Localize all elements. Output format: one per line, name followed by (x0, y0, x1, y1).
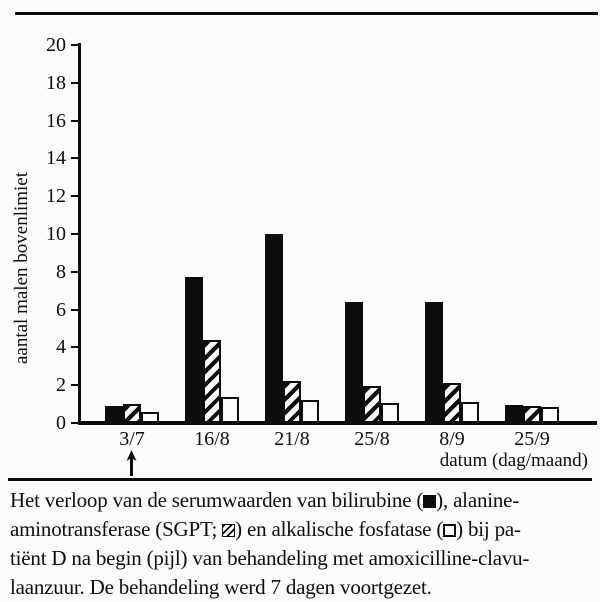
bar-sgpt (283, 381, 301, 423)
top-border-line (15, 12, 598, 15)
bar-sgpt (203, 340, 221, 423)
x-tick-label: 3/7 (119, 428, 145, 450)
x-axis-line (78, 421, 597, 425)
y-tick-mark (71, 309, 78, 311)
plot-area (80, 45, 595, 423)
x-axis-title: datum (dag/maand) (439, 450, 588, 471)
figure-caption (10, 486, 596, 602)
y-tick-label: 2 (56, 374, 66, 397)
hatched-square-icon (222, 524, 235, 537)
x-tick-label: 16/8 (194, 428, 230, 450)
bar-sgpt (363, 386, 381, 423)
caption-divider-line (8, 478, 592, 481)
bar-sgpt (443, 383, 461, 423)
bar-bilirubine (345, 302, 363, 423)
y-axis-title: aantal malen bovenlimiet (11, 171, 32, 365)
y-tick-label: 0 (56, 412, 66, 434)
bar-fosfatase (221, 397, 239, 423)
y-tick-label: 14 (46, 147, 66, 170)
y-tick-mark (71, 346, 78, 348)
y-tick-label: 12 (46, 185, 66, 208)
y-tick-label: 18 (46, 71, 66, 94)
caption-line: laanzuur. De behandeling werd 7 dagen voortgezet. (10, 575, 432, 599)
y-tick-mark (71, 384, 78, 386)
black-square-icon (423, 495, 436, 508)
x-tick-label: 21/8 (274, 428, 310, 450)
y-tick-mark (71, 422, 78, 424)
bar-bilirubine (265, 234, 283, 423)
x-tick-label: 25/9 (514, 428, 550, 450)
x-tick-label: 8/9 (439, 428, 465, 450)
y-tick-label: 8 (56, 260, 66, 283)
white-square-icon (443, 524, 456, 537)
bar-fosfatase (301, 400, 319, 423)
y-tick-label: 4 (56, 336, 66, 359)
y-tick-label: 10 (46, 223, 66, 245)
y-tick-mark (71, 157, 78, 159)
bar-bilirubine (185, 277, 203, 423)
bar-fosfatase (461, 402, 479, 423)
y-tick-mark (71, 44, 78, 46)
bar-bilirubine (425, 302, 443, 423)
caption-line: tiënt D na begin (pijl) van behandeling met amoxicilline-clavu- (10, 546, 530, 570)
y-tick-mark (71, 195, 78, 197)
y-tick-mark (71, 271, 78, 273)
y-tick-mark (71, 233, 78, 235)
y-tick-label: 16 (46, 109, 66, 132)
bar-fosfatase (381, 403, 399, 423)
y-tick-label: 6 (56, 298, 66, 321)
x-tick-label: 25/8 (354, 428, 390, 450)
y-tick-mark (71, 120, 78, 122)
y-tick-mark (71, 82, 78, 84)
treatment-start-arrow-icon (124, 450, 139, 477)
y-tick-label: 20 (46, 34, 66, 56)
caption-line: Het verloop van de serumwaarden van bilirubine ( ), alanine- (10, 488, 520, 512)
caption-line: aminotransferase (SGPT; ) en alkalische fosfatase ( ) bij pa- (10, 517, 521, 541)
